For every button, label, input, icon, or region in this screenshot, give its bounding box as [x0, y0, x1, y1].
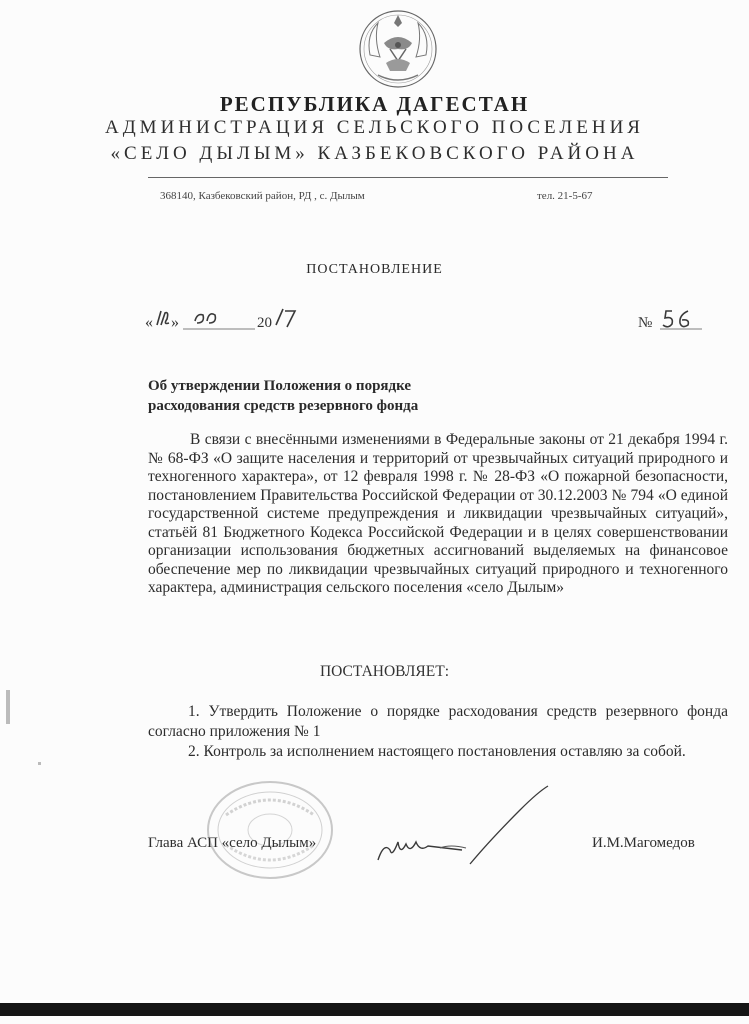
seal-icon — [190, 775, 350, 885]
header-address: 368140, Казбековский район, РД , с. Дылым — [160, 190, 365, 202]
handwritten-number — [632, 303, 707, 335]
scan-artifact — [38, 762, 41, 765]
document-type-title: ПОСТАНОВЛЕНИЕ — [306, 262, 443, 277]
header-divider — [148, 177, 668, 178]
header-republic: РЕСПУБЛИКА ДАГЕСТАН — [219, 92, 530, 116]
header-village: «СЕЛО ДЫЛЫМ» КАЗБЕКОВСКОГО РАЙОНА — [110, 143, 639, 164]
coat-of-arms-icon — [356, 5, 440, 95]
subject-line-1: Об утверждении Положения о порядке — [148, 378, 412, 394]
signatory-position: Глава АСП «село Дылым» — [148, 835, 317, 851]
preamble-paragraph: В связи с внесёнными изменениями в Федеральные законы от 21 декабря 1994 г. № 68-ФЗ «О защите населения и территорий от чрезвычайных ситуаций природного и техногенного характера», от 12 февраля 1998 г. № 28-ФЗ «О пожарной безопасности, постановлением Правительства Российской Федерации от 30.12.2003 № 794 «О единой государственной системе предупреждения и ликвидации чрезвычайных ситуаций», статьёй 81 Бюджетного Кодекса Российской Федерации и в целях совершенствовании организации использования бюджетных ассигнований выделяемых на финансовое обеспечение мер по ликвидации чрезвычайных ситуаций природного и техногенного характера, администрация сельского поселения «село Дылым» — [148, 431, 728, 596]
svg-text:№: № — [638, 315, 653, 331]
scan-artifact — [6, 690, 10, 724]
scan-edge-bar — [0, 1003, 749, 1016]
svg-text:«: « — [145, 314, 153, 331]
decree-items — [148, 702, 728, 762]
header-administration: АДМИНИСТРАЦИЯ СЕЛЬСКОГО ПОСЕЛЕНИЯ — [105, 117, 644, 138]
handwritten-date — [145, 303, 315, 335]
decree-item: 1. Утвердить Положение о порядке расходования средств резервного фонда согласно приложения № 1 — [148, 703, 728, 740]
signature-icon — [370, 780, 560, 875]
document-subject — [148, 376, 418, 416]
header-phone: тел. 21-5-67 — [537, 190, 593, 202]
svg-text:»: » — [171, 314, 179, 331]
svg-text:20: 20 — [257, 315, 272, 331]
decree-item: 2. Контроль за исполнением настоящего постановления оставляю за собой. — [188, 743, 686, 760]
subject-line-2: расходования средств резервного фонда — [148, 398, 419, 414]
decree-heading: ПОСТАНОВЛЯЕТ: — [319, 663, 450, 680]
signatory-name: И.М.Магомедов — [592, 835, 695, 851]
